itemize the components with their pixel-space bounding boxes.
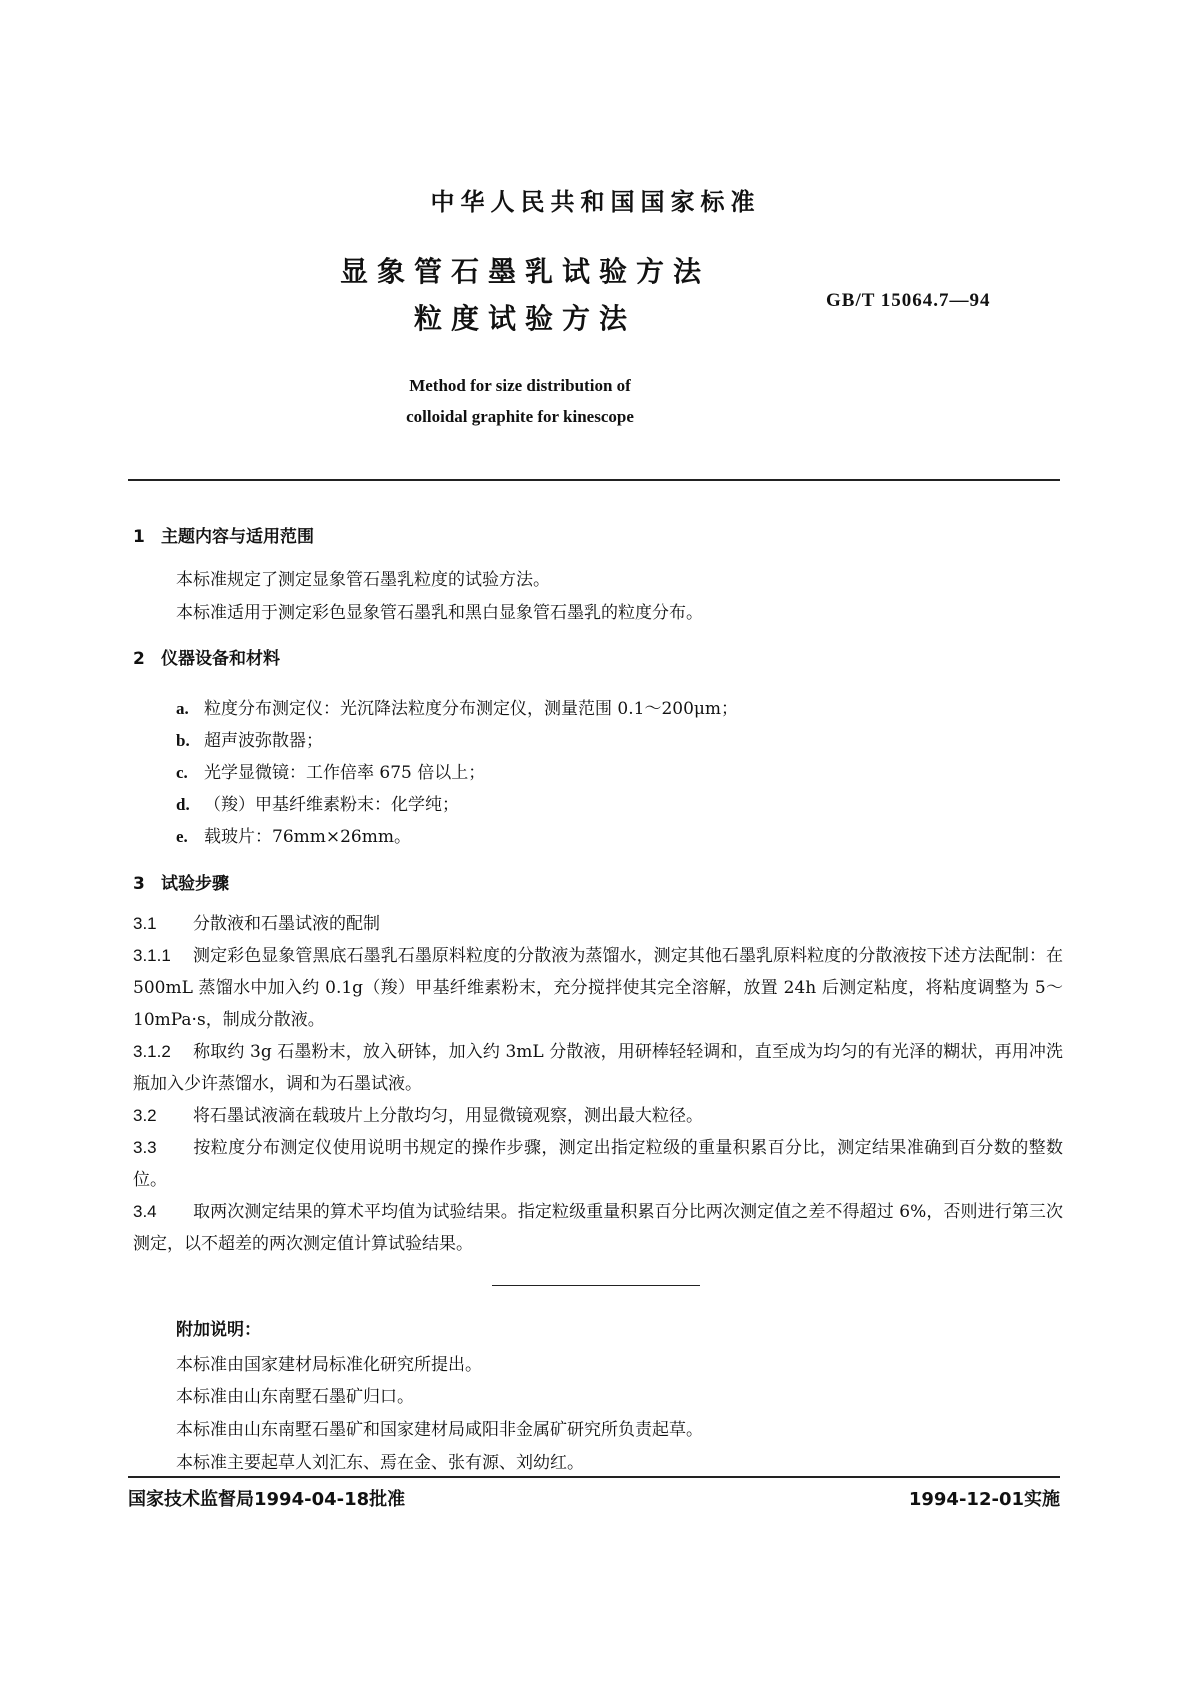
- appendix-line: 本标准由山东南墅石墨矿和国家建材局咸阳非金属矿研究所负责起草。: [176, 1420, 703, 1440]
- list-item: [176, 758, 485, 783]
- footer-divider: [128, 1476, 1060, 1478]
- list-item-text: 光学显微镜：工作倍率 675 倍以上；: [204, 763, 486, 783]
- list-item-mark: c.: [176, 763, 188, 782]
- step-number: 3.4: [133, 1202, 157, 1221]
- list-item-mark: e.: [176, 827, 188, 846]
- section-1-paragraph-2: 本标准适用于测定彩色显象管石墨乳和黑白显象管石墨乳的粒度分布。: [176, 603, 703, 623]
- step-text: 将石墨试液滴在载玻片上分散均匀，用显微镜观察，测出最大粒径。: [193, 1106, 703, 1126]
- approval-date: 国家技术监督局1994-04-18批准: [128, 1489, 406, 1510]
- appendix-line: 本标准由国家建材局标准化研究所提出。: [176, 1355, 482, 1375]
- section-1-heading: [133, 522, 314, 547]
- step-item: [133, 908, 1063, 940]
- national-standard-heading: 中华人民共和国国家标准: [430, 188, 761, 216]
- section-end-divider: [492, 1285, 700, 1286]
- standard-number: GB/T 15064.7—94: [826, 290, 991, 311]
- list-item-text: 载玻片：76mm×26mm。: [204, 827, 411, 847]
- step-item: [133, 1132, 1063, 1196]
- step-item: [133, 1036, 1063, 1100]
- step-number: 3.2: [133, 1106, 157, 1125]
- list-item: [176, 790, 459, 815]
- step-number: 3.3: [133, 1138, 157, 1157]
- appendix-line: 本标准由山东南墅石墨矿归口。: [176, 1387, 414, 1407]
- english-title-line1: Method for size distribution of: [409, 376, 631, 395]
- document-title-line2: 粒度试验方法: [413, 302, 636, 335]
- section-3-number: 3: [133, 874, 145, 894]
- step-number: 3.1.2: [133, 1042, 171, 1061]
- list-item-text: （羧）甲基纤维素粉末：化学纯；: [204, 795, 459, 815]
- step-text: 按粒度分布测定仪使用说明书规定的操作步骤，测定出指定粒级的重量积累百分比，测定结果准确到百分数的整数位。: [133, 1138, 1063, 1190]
- list-item-text: 超声波弥散器；: [204, 731, 323, 751]
- step-number: 3.1: [133, 914, 157, 933]
- list-item-mark: b.: [176, 731, 190, 750]
- implementation-date: 1994-12-01实施: [908, 1489, 1060, 1510]
- section-1-number: 1: [133, 527, 145, 547]
- section-3-title: 试验步骤: [161, 874, 229, 894]
- section-3-heading: [133, 869, 229, 894]
- list-item-mark: d.: [176, 795, 190, 814]
- step-item: [133, 1196, 1063, 1260]
- appendix-title: 附加说明：: [176, 1320, 261, 1340]
- list-item-mark: a.: [176, 699, 189, 718]
- step-text: 取两次测定结果的算术平均值为试验结果。指定粒级重量积累百分比两次测定值之差不得超过 6%，否则进行第三次测定，以不超差的两次测定值计算试验结果。: [133, 1202, 1063, 1254]
- section-2-heading: [133, 644, 280, 669]
- english-title-line2: colloidal graphite for kinescope: [406, 407, 634, 426]
- step-text: 称取约 3g 石墨粉末，放入研钵，加入约 3mL 分散液，用研棒轻轻调和，直至成为均匀的有光泽的糊状，再用冲洗瓶加入少许蒸馏水，调和为石墨试液。: [133, 1042, 1063, 1094]
- section-2-number: 2: [133, 649, 145, 669]
- appendix-line: 本标准主要起草人刘汇东、焉在金、张有源、刘幼红。: [176, 1453, 584, 1473]
- step-item: [133, 1100, 1063, 1132]
- list-item-text: 粒度分布测定仪：光沉降法粒度分布测定仪，测量范围 0.1～200μm；: [204, 699, 739, 719]
- document-title-line1: 显象管石墨乳试验方法: [339, 255, 710, 288]
- step-text: 分散液和石墨试液的配制: [193, 914, 380, 934]
- step-text: 测定彩色显象管黑底石墨乳石墨原料粒度的分散液为蒸馏水，测定其他石墨乳原料粒度的分散液按下述方法配制：在 500mL 蒸馏水中加入约 0.1g（羧）甲基纤维素粉末，充分搅拌使其完全溶解，放置 24h 后测定粘度，将粘度调整为 5～10mPa·s，制成分散液。: [133, 946, 1063, 1030]
- list-item: [176, 726, 323, 751]
- step-number: 3.1.1: [133, 946, 171, 965]
- list-item: [176, 694, 738, 719]
- step-item: [133, 940, 1063, 1036]
- list-item: [176, 822, 411, 847]
- section-2-title: 仪器设备和材料: [161, 649, 280, 669]
- section-1-paragraph-1: 本标准规定了测定显象管石墨乳粒度的试验方法。: [176, 570, 550, 590]
- section-1-title: 主题内容与适用范围: [161, 527, 314, 547]
- header-divider: [128, 479, 1060, 481]
